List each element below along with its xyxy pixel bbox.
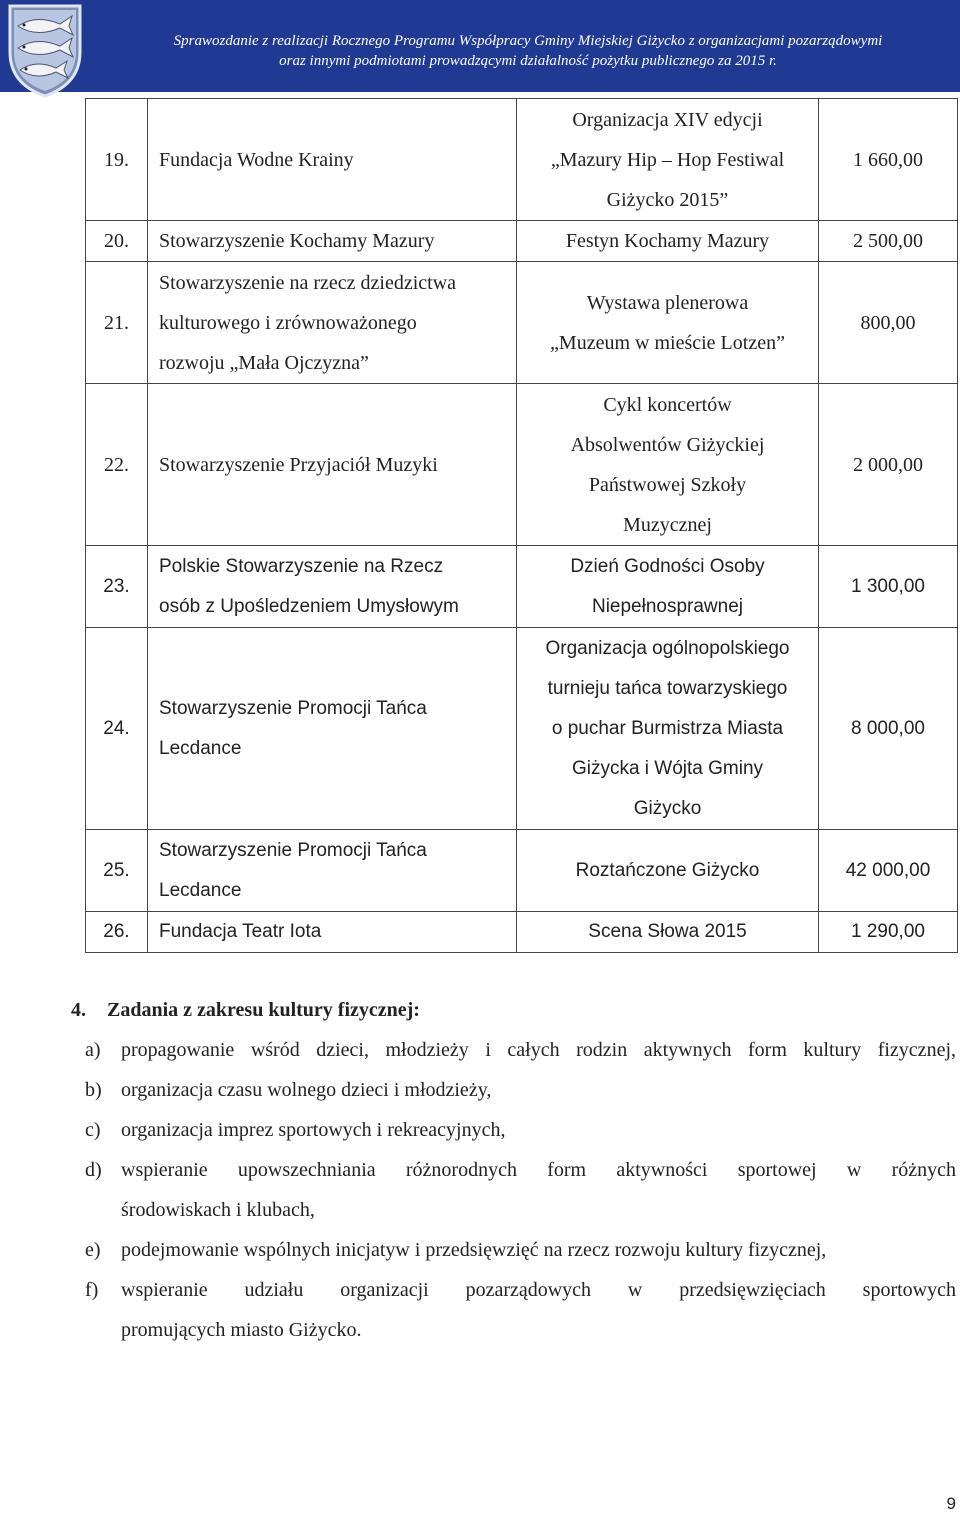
row-number: 21. (86, 262, 148, 384)
list-item-letter: a) (85, 1039, 101, 1061)
organization-name: Stowarzyszenie Promocji Tańca Lecdance (148, 830, 517, 912)
list-item-text-continued: promujących miasto Giżycko. (121, 1319, 362, 1341)
table-row (86, 384, 958, 546)
grant-amount: 8 000,00 (819, 628, 958, 830)
section-number: 4. (71, 999, 86, 1021)
table-row (86, 830, 958, 912)
list-item-text: wspieranie upowszechniania różnorodnych form aktywności sportowej w różnych (121, 1159, 956, 1181)
page-number: 9 (946, 1494, 956, 1513)
list-item-letter: e) (85, 1239, 101, 1261)
list-item (71, 1150, 956, 1230)
task-name: Cykl koncertów Absolwentów Giżyckiej Państwowej Szkoły Muzycznej (517, 384, 819, 546)
list-item-letter: f) (85, 1279, 99, 1301)
list-item (71, 1230, 956, 1270)
task-name: Roztańczone Giżycko (517, 830, 819, 912)
list-item-text: podejmowanie wspólnych inicjatyw i przedsięwzięć na rzecz rozwoju kultury fizycznej, (121, 1239, 827, 1261)
task-name: Festyn Kochamy Mazury (517, 221, 819, 262)
section-title: Zadania z zakresu kultury fizycznej: (107, 999, 420, 1021)
fish-coat-of-arms-icon (6, 2, 84, 98)
task-name: Wystawa plenerowa „Muzeum w mieście Lotzen” (517, 262, 819, 384)
list-item-text: propagowanie wśród dzieci, młodzieży i całych rodzin aktywnych form kultury fizycznej, (121, 1039, 956, 1061)
task-name: Organizacja ogólnopolskiego turnieju tańca towarzyskiego o puchar Burmistrza Miasta Giżycka i Wójta Gminy Giżycko (517, 628, 819, 830)
grant-amount: 800,00 (819, 262, 958, 384)
table-row (86, 546, 958, 628)
list-item-text: wspieranie udziału organizacji pozarządowych w przedsięwzięciach sportowych (121, 1279, 956, 1301)
table-row (86, 262, 958, 384)
header-line-2: oraz innymi podmiotami prowadzącymi działalność pożytku publicznego za 2015 r. (279, 53, 777, 69)
grant-amount: 1 300,00 (819, 546, 958, 628)
organization-name: Stowarzyszenie Przyjaciół Muzyki (148, 384, 517, 546)
organization-name: Fundacja Wodne Krainy (148, 99, 517, 221)
grant-amount: 42 000,00 (819, 830, 958, 912)
organization-name: Polskie Stowarzyszenie na Rzecz osób z Upośledzeniem Umysłowym (148, 546, 517, 628)
row-number: 19. (86, 99, 148, 221)
grants-table (85, 98, 958, 953)
table-row (86, 912, 958, 953)
row-number: 25. (86, 830, 148, 912)
table-row (86, 628, 958, 830)
task-name: Scena Słowa 2015 (517, 912, 819, 953)
grant-amount: 2 500,00 (819, 221, 958, 262)
list-item-letter: c) (85, 1119, 101, 1141)
header-line-1: Sprawozdanie z realizacji Rocznego Programu Współpracy Gminy Miejskiej Giżycko z organizacjami pozarządowymi (173, 33, 883, 49)
list-item-letter: d) (85, 1159, 102, 1181)
organization-name: Stowarzyszenie Kochamy Mazury (148, 221, 517, 262)
row-number: 22. (86, 384, 148, 546)
list-item-letter: b) (85, 1079, 102, 1101)
row-number: 24. (86, 628, 148, 830)
grant-amount: 1 660,00 (819, 99, 958, 221)
task-name: Dzień Godności Osoby Niepełnosprawnej (517, 546, 819, 628)
header-title (108, 31, 948, 71)
table-row (86, 221, 958, 262)
grant-amount: 1 290,00 (819, 912, 958, 953)
list-item-text: organizacja imprez sportowych i rekreacyjnych, (121, 1119, 506, 1141)
page-header (0, 0, 960, 98)
list-item (71, 1270, 956, 1350)
organization-name: Fundacja Teatr Iota (148, 912, 517, 953)
row-number: 20. (86, 221, 148, 262)
list-item (71, 1110, 956, 1150)
list-item-text-continued: środowiskach i klubach, (121, 1199, 315, 1221)
task-name: Organizacja XIV edycji „Mazury Hip – Hop Festiwal Giżycko 2015” (517, 99, 819, 221)
list-item (71, 1030, 956, 1070)
row-number: 23. (86, 546, 148, 628)
grant-amount: 2 000,00 (819, 384, 958, 546)
list-item (71, 1070, 956, 1110)
row-number: 26. (86, 912, 148, 953)
organization-name: Stowarzyszenie Promocji Tańca Lecdance (148, 628, 517, 830)
task-list (71, 1030, 956, 1350)
section-physical-culture (71, 990, 956, 1350)
list-item-text: organizacja czasu wolnego dzieci i młodzieży, (121, 1079, 492, 1101)
organization-name: Stowarzyszenie na rzecz dziedzictwa kulturowego i zrównoważonego rozwoju „Mała Ojczyzna” (148, 262, 517, 384)
table-row (86, 99, 958, 221)
section-heading (71, 990, 956, 1030)
